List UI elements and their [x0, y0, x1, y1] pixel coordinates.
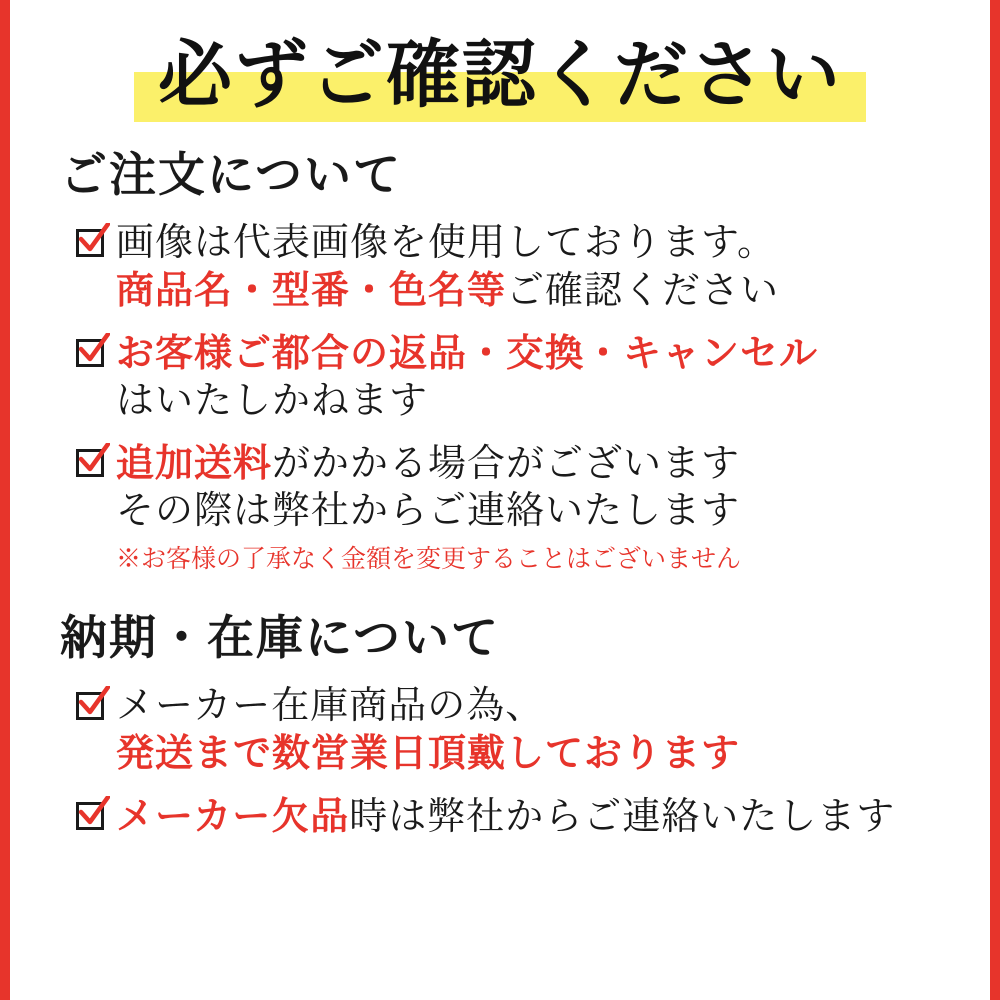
- notice-text-segment: 時は弊社からご連絡いたします: [349, 793, 896, 838]
- notice-text-segment: はいたしかねます: [116, 378, 429, 423]
- notice-item-lines: [116, 792, 962, 841]
- notice-line: [116, 219, 962, 267]
- notice-item: [74, 219, 962, 315]
- notice-text-segment: お客様ご都合の返品・交換・キャンセル: [116, 329, 819, 375]
- decorative-right-bar: [990, 0, 1000, 1000]
- decorative-left-bar: [0, 0, 10, 1000]
- notice-text-segment: メーカー在庫商品の為、: [116, 682, 545, 727]
- section-heading: 納期・在庫について: [60, 610, 501, 666]
- page-title-text: 必ずご確認ください: [158, 32, 842, 118]
- notice-item-lines: [116, 219, 962, 315]
- notice-item: [74, 792, 962, 841]
- notice-line: [116, 377, 962, 425]
- notice-item: [74, 329, 962, 425]
- notice-line: [116, 729, 962, 778]
- notice-line: [116, 487, 962, 535]
- notice-item-lines: [116, 682, 962, 778]
- notice-line: [116, 329, 962, 378]
- checkbox-checked-icon: [74, 335, 110, 371]
- notice-text-segment: その際は弊社からご連絡いたします: [116, 488, 741, 533]
- checkbox-checked-icon: [74, 225, 110, 261]
- notice-item: [74, 682, 962, 778]
- notice-text-segment: 発送まで数営業日頂戴しております: [116, 730, 741, 776]
- notice-item: [74, 439, 962, 575]
- checkbox-checked-icon: [74, 688, 110, 724]
- notice-line: [116, 792, 962, 841]
- page-title: [146, 32, 854, 118]
- notice-text-segment: ご確認ください: [506, 268, 780, 313]
- notice-text-segment: がかかる場合がございます: [272, 440, 741, 485]
- page-title-wrapper: [38, 32, 962, 118]
- notice-line: [116, 439, 962, 488]
- notice-text-segment: メーカー欠品: [116, 792, 350, 838]
- checkbox-checked-icon: [74, 798, 110, 834]
- notice-item-lines: [116, 329, 962, 425]
- section-heading: ご注文について: [60, 147, 403, 203]
- notice-text-segment: 商品名・型番・色名等: [116, 267, 507, 313]
- notice-text-segment: 画像は代表画像を使用しております。: [116, 219, 776, 264]
- checkbox-checked-icon: [74, 445, 110, 481]
- notice-line: [116, 266, 962, 315]
- notice-footnote: ※お客様の了承なく金額を変更することはございません: [116, 543, 742, 573]
- notice-line: [116, 682, 962, 730]
- notice-content: [10, 0, 990, 1000]
- notice-text-segment: 追加送料: [116, 439, 273, 485]
- sections-container: [38, 138, 962, 841]
- notice-item-lines: [116, 439, 962, 575]
